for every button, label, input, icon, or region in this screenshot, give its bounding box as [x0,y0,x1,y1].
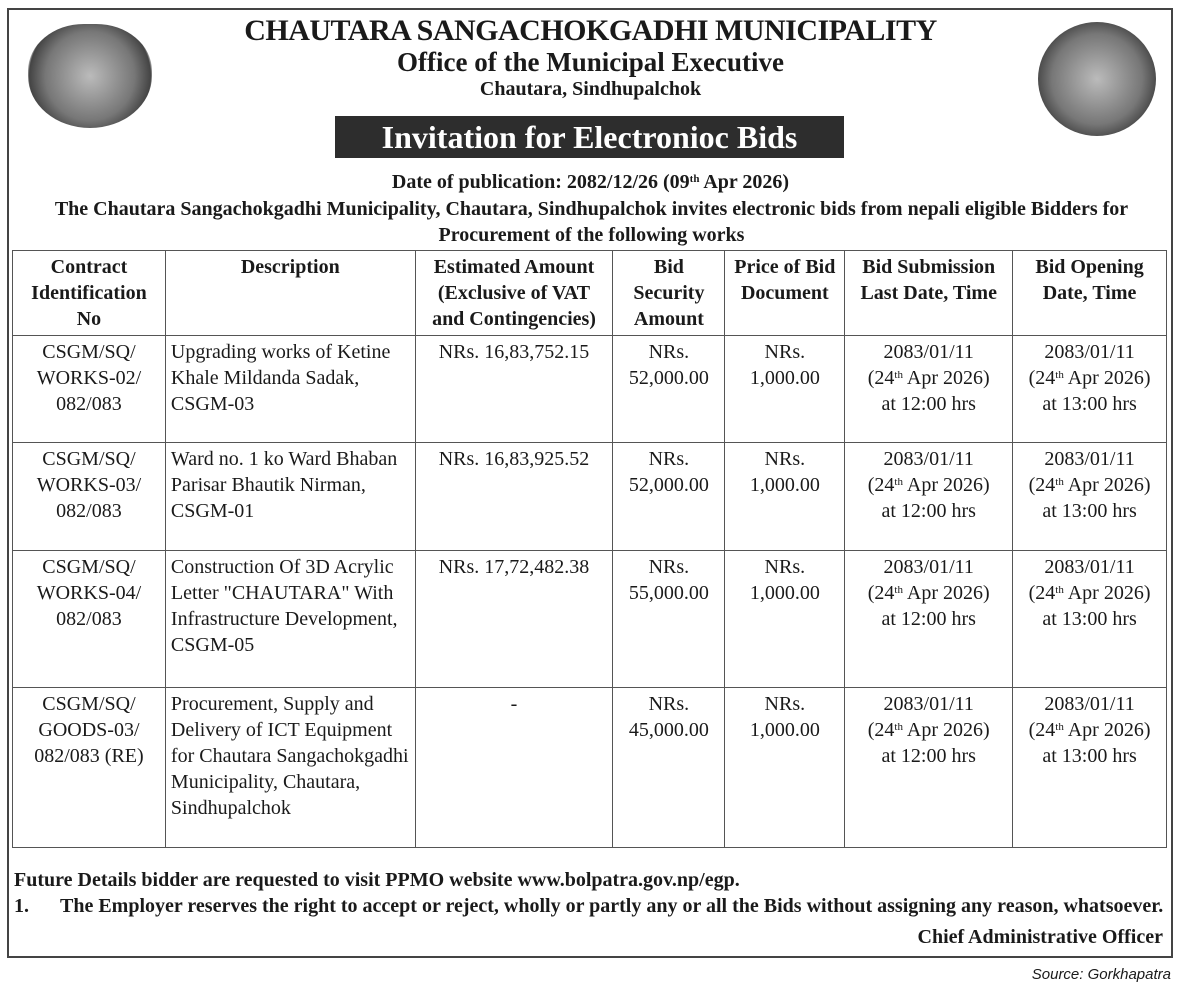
date: 2083/01/11 [1044,556,1135,578]
publication-date: Date of publication: 2082/12/26 (09th Apr 2026) [391,171,790,193]
description: Construction Of 3D Acrylic Letter "CHAUTARA" With Infrastructure Development, CSGM-05 [165,551,415,688]
date-english: (24th Apr 2026) [867,582,990,604]
description: Ward no. 1 ko Ward Bhaban Parisar Bhautik Nirman, CSGM-01 [165,443,415,551]
notice-banner: Invitation for Electronioc Bids [335,116,844,158]
website-note: Future Details bidder are requested to visit PPMO website www.bolpatra.gov.np/egp. [14,869,740,891]
source-credit: Source: Gorkhapatra [1031,966,1171,983]
contract-id: CSGM/SQ/ WORKS-02/ 082/083 [13,336,166,443]
date-english: (24th Apr 2026) [1028,367,1151,389]
time: at 13:00 hrs [1042,500,1137,522]
note-text: The Employer reserves the right to accept or reject, wholly or partly any or all the Bids without assigning any reason, whatsoever. [60,895,1164,917]
submission-deadline [845,551,1013,688]
estimated-amount: NRs. 17,72,482.38 [415,551,613,688]
date-english: (24th Apr 2026) [867,719,990,741]
description: Procurement, Supply and Delivery of ICT Equipment for Chautara Sangachokgadhi Municipality, Chautara, Sindhupalchok [165,688,415,848]
time: at 13:00 hrs [1042,745,1137,767]
contract-id: CSGM/SQ/ GOODS-03/ 082/083 (RE) [13,688,166,848]
table-row [13,688,1167,848]
estimated-amount: - [415,688,613,848]
date-english: (24th Apr 2026) [1028,719,1151,741]
submission-deadline [845,688,1013,848]
estimated-amount: NRs. 16,83,925.52 [415,443,613,551]
document-price: NRs. 1,000.00 [725,551,845,688]
location: Chautara, Sindhupalchok [479,78,702,100]
estimated-amount: NRs. 16,83,752.15 [415,336,613,443]
table-header-row [13,251,1167,336]
document-price: NRs. 1,000.00 [725,336,845,443]
date: 2083/01/11 [883,341,974,363]
col-header: Bid Security Amount [613,251,725,336]
date: 2083/01/11 [883,693,974,715]
col-header: Description [165,251,415,336]
document-price: NRs. 1,000.00 [725,443,845,551]
opening-date [1013,336,1167,443]
bid-security: NRs. 55,000.00 [613,551,725,688]
time: at 12:00 hrs [881,500,976,522]
time: at 13:00 hrs [1042,393,1137,415]
note-number: 1. [14,895,29,917]
opening-date [1013,443,1167,551]
bid-security: NRs. 45,000.00 [613,688,725,848]
date: 2083/01/11 [883,448,974,470]
date-english: (24th Apr 2026) [867,367,990,389]
date: 2083/01/11 [1044,341,1135,363]
description: Upgrading works of Ketine Khale Mildanda Sadak, CSGM-03 [165,336,415,443]
date: 2083/01/11 [883,556,974,578]
table-row [13,443,1167,551]
col-header: Bid Submission Last Date, Time [845,251,1013,336]
table-row [13,336,1167,443]
bid-security: NRs. 52,000.00 [613,443,725,551]
bid-security: NRs. 52,000.00 [613,336,725,443]
time: at 12:00 hrs [881,745,976,767]
submission-deadline [845,443,1013,551]
time: at 12:00 hrs [881,393,976,415]
date: 2083/01/11 [1044,448,1135,470]
col-header: Estimated Amount (Exclusive of VAT and Contingencies) [415,251,613,336]
bids-table [12,250,1167,848]
date-english: (24th Apr 2026) [1028,582,1151,604]
col-header: Bid Opening Date, Time [1013,251,1167,336]
document-price: NRs. 1,000.00 [725,688,845,848]
date: 2083/01/11 [1044,693,1135,715]
municipality-title: CHAUTARA SANGACHOKGADHI MUNICIPALITY [244,14,937,47]
time: at 13:00 hrs [1042,608,1137,630]
contract-id: CSGM/SQ/ WORKS-03/ 082/083 [13,443,166,551]
table-row [13,551,1167,688]
col-header: Contract Identification No [13,251,166,336]
col-header: Price of Bid Document [725,251,845,336]
office-title: Office of the Municipal Executive [397,47,784,77]
intro-text: The Chautara Sangachokgadhi Municipality, Chautara, Sindhupalchok invites electronic bids from nepali eligible Bidders for Procurement of the following works [54,198,1129,246]
date-english: (24th Apr 2026) [867,474,990,496]
time: at 12:00 hrs [881,608,976,630]
contract-id: CSGM/SQ/ WORKS-04/ 082/083 [13,551,166,688]
date-english: (24th Apr 2026) [1028,474,1151,496]
signatory: Chief Administrative Officer [917,926,1163,948]
submission-deadline [845,336,1013,443]
opening-date [1013,551,1167,688]
opening-date [1013,688,1167,848]
employer-note [14,893,1169,919]
